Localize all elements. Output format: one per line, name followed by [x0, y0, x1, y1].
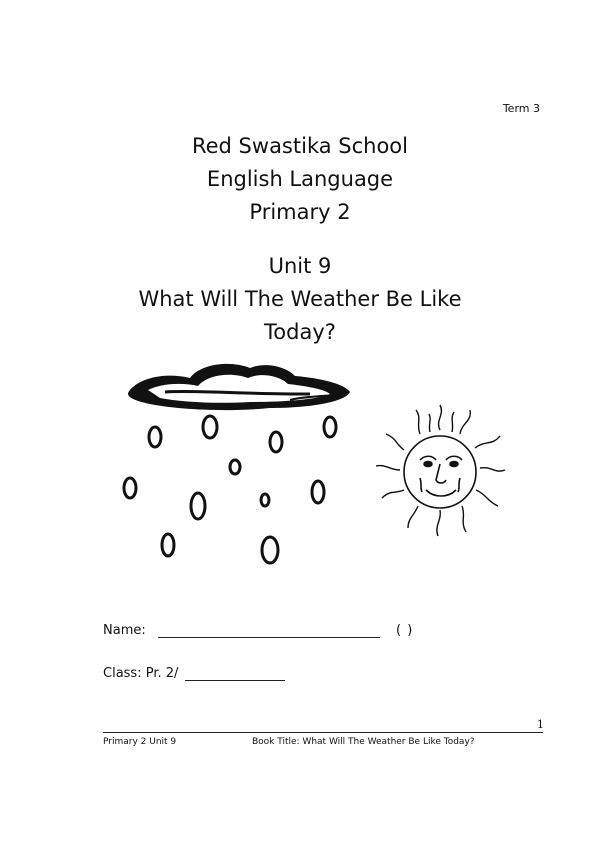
raindrop-icon — [124, 478, 136, 498]
raindrop-icon — [191, 493, 205, 519]
weather-illustration — [120, 360, 510, 580]
name-label: Name: — [103, 623, 146, 638]
raindrop-icon — [230, 460, 240, 474]
footer-left: Primary 2 Unit 9 — [103, 737, 177, 747]
class-row — [103, 666, 285, 681]
raindrop-icon — [261, 494, 269, 506]
name-field[interactable] — [158, 625, 380, 638]
page-number: 1 — [537, 718, 544, 731]
footer-book-title: Book Title: What Will The Weather Be Like Today? — [252, 737, 475, 747]
register-number-field[interactable]: ( ) — [396, 623, 414, 638]
raindrop-icon — [324, 417, 336, 437]
unit-topic-line1: What Will The Weather Be Like — [138, 287, 462, 311]
raindrop-icon — [312, 481, 324, 503]
raindrop-icon — [162, 534, 174, 556]
class-label: Class: Pr. 2/ — [103, 666, 179, 681]
footer-divider — [103, 732, 543, 733]
raindrop-icon — [262, 537, 278, 563]
raindrop-icon — [203, 416, 217, 438]
term-label: Term 3 — [502, 102, 540, 115]
title-block — [0, 130, 600, 229]
school-name: Red Swastika School — [191, 134, 408, 158]
level-name: Primary 2 — [249, 200, 351, 224]
unit-number: Unit 9 — [268, 254, 332, 278]
sun-face-icon — [376, 405, 505, 536]
raindrop-icon — [149, 427, 161, 447]
unit-block — [0, 250, 600, 349]
subject-name: English Language — [206, 167, 394, 191]
raindrop-icon — [270, 432, 282, 452]
raindrops — [124, 416, 336, 563]
class-field[interactable] — [185, 668, 285, 681]
rain-cloud-icon — [128, 364, 350, 410]
unit-topic-line2: Today? — [264, 320, 336, 344]
name-row — [103, 623, 413, 638]
